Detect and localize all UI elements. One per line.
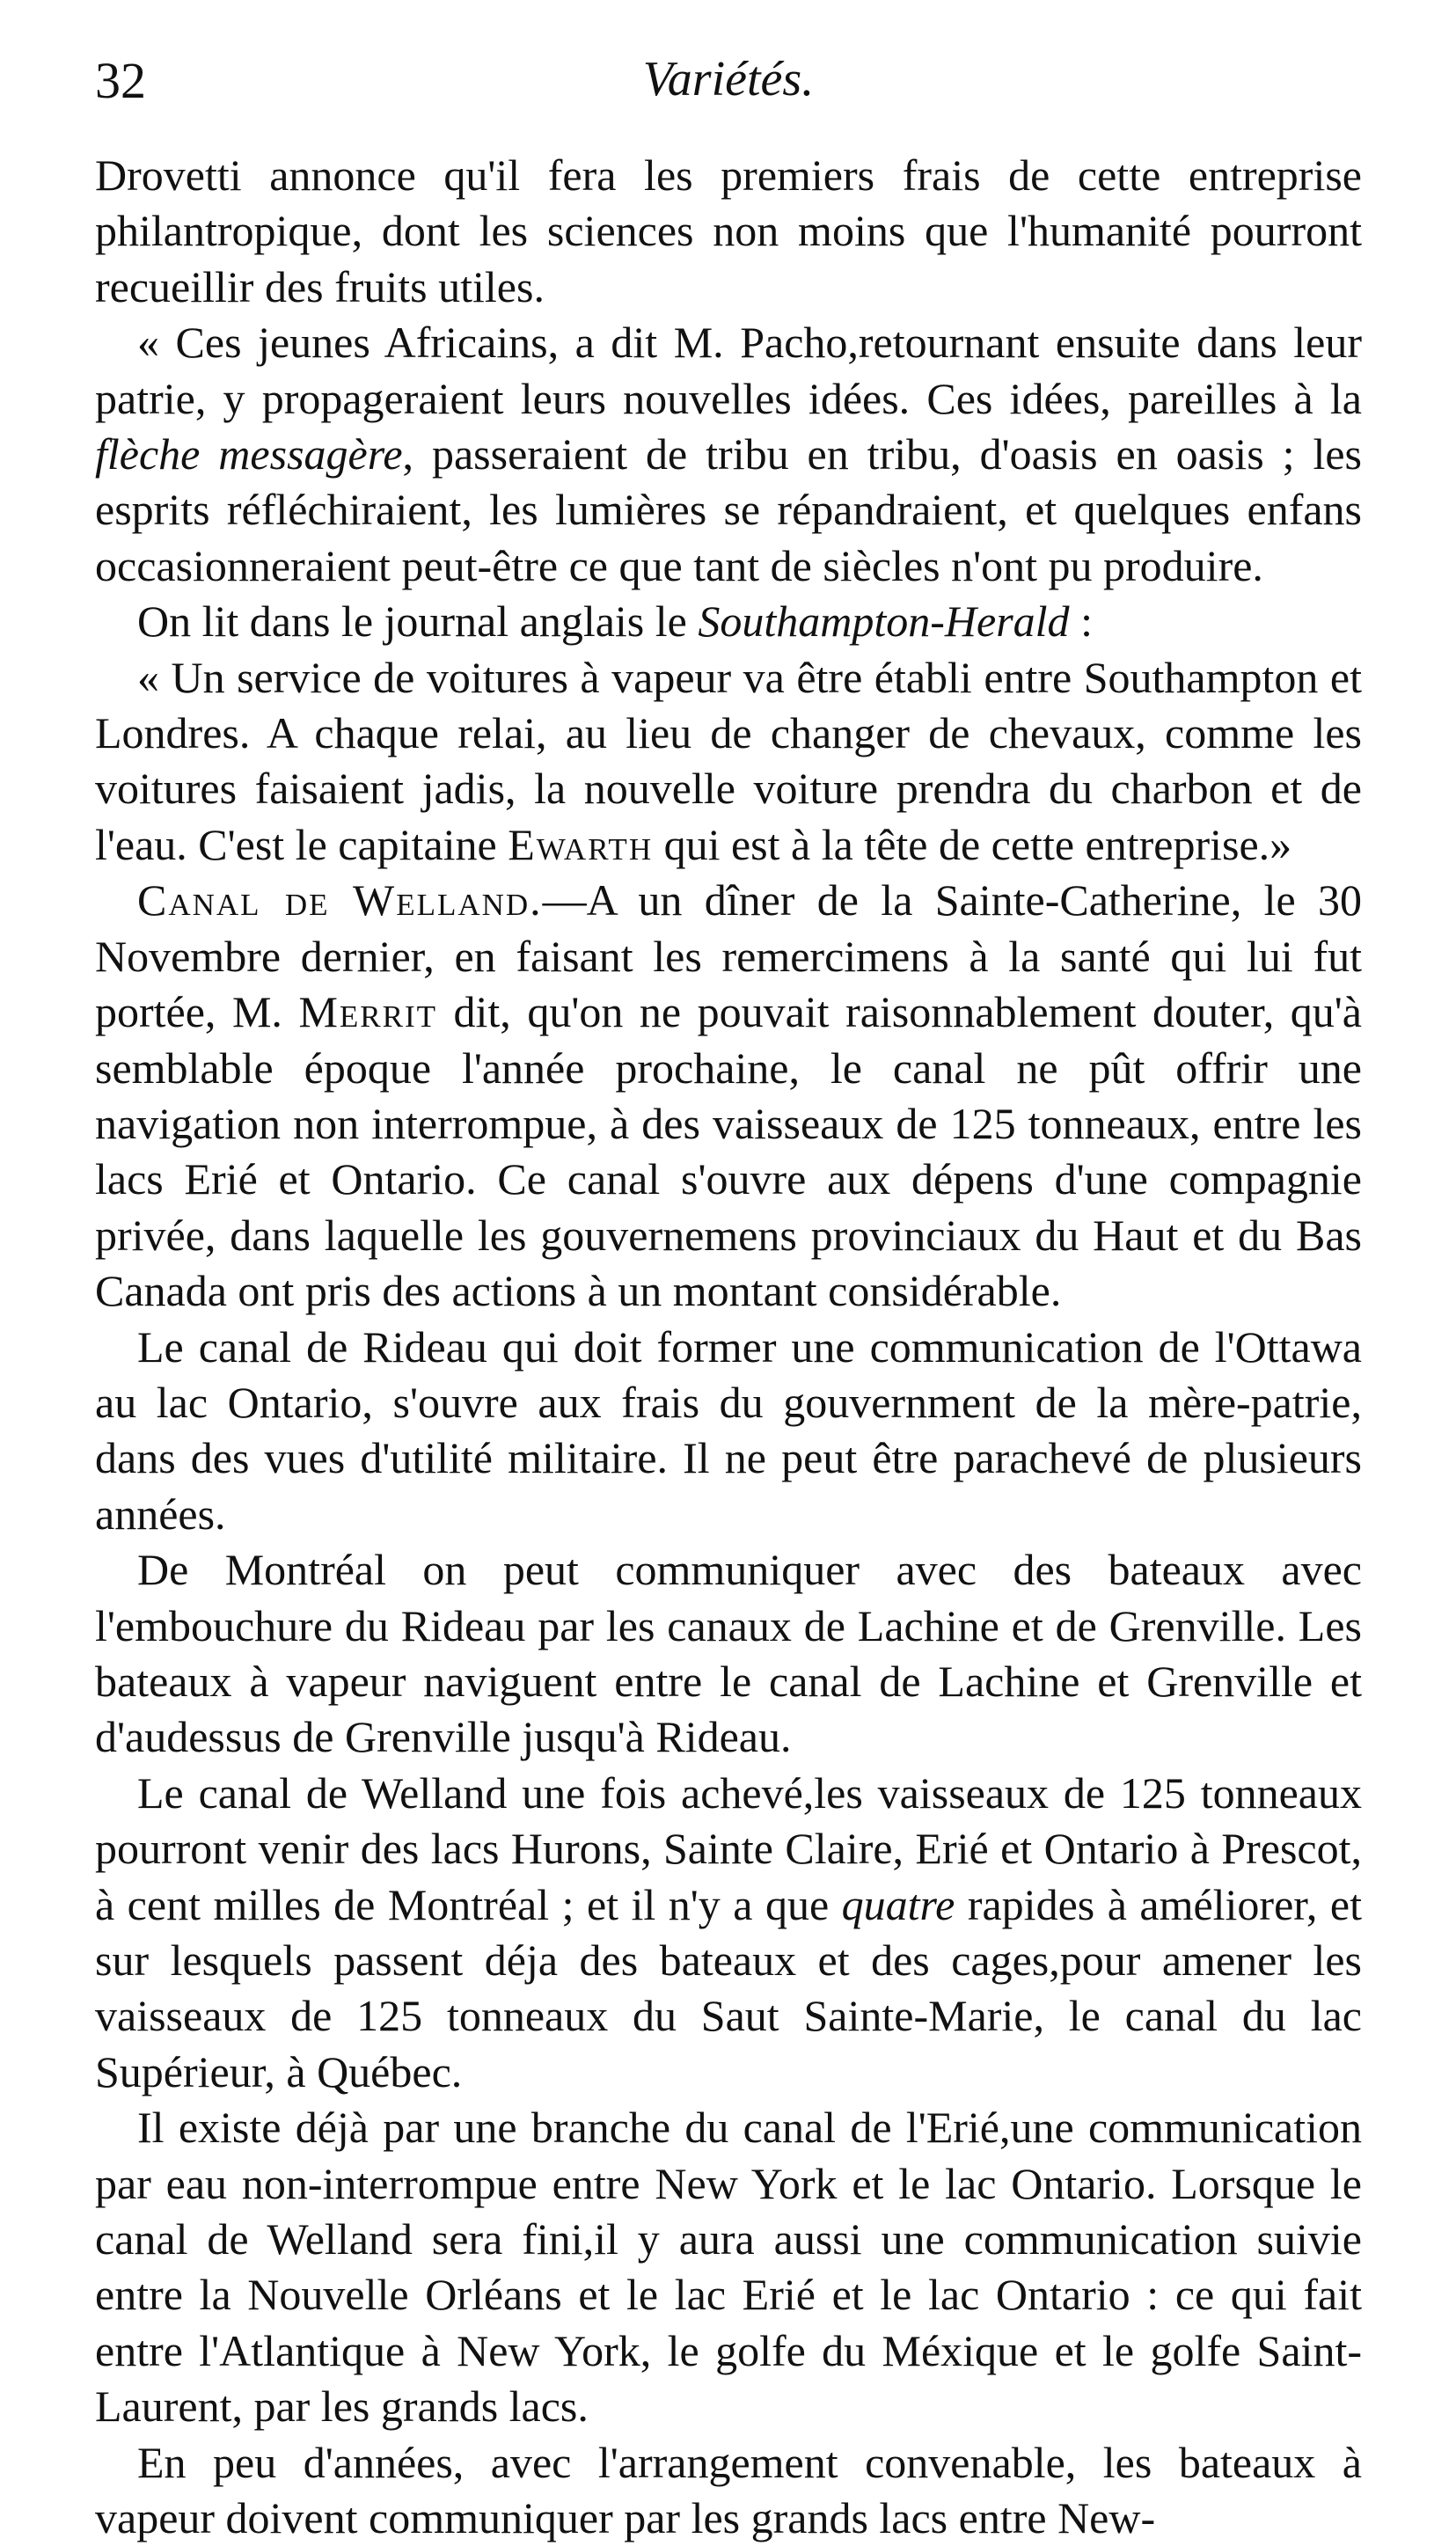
paragraph-8-italic: quatre	[841, 1879, 955, 1929]
body-text	[95, 148, 1362, 2546]
paragraph-2-text-a: « Ces jeunes Africains, a dit M. Pacho,retournant ensuite dans leur patrie, y propageraient leurs nouvelles idées. Ces idées, pareilles à la	[95, 318, 1362, 423]
paragraph-5-text-a: —A un dîner de la Sainte-Catherine, le 30 Novembre dernier, en faisant les remercimens à la santé qui lui fut portée, M.	[95, 875, 1362, 1037]
paragraph-7: De Montréal on peut communiquer avec des bateaux avec l'embouchure du Rideau par les canaux de Lachine et de Grenville. Les bateaux à vapeur naviguent entre le canal de Lachine et Grenville et d'audessus de Grenville jusqu'à Rideau.	[95, 1545, 1362, 1762]
paragraph-1: Drovetti annonce qu'il fera les premiers frais de cette entreprise philantropique, dont les sciences non moins que l'humanité pourront recueillir des fruits utiles.	[95, 150, 1362, 311]
section-heading-welland: Canal de Welland.	[137, 875, 543, 925]
paragraph-3	[95, 594, 1362, 649]
paragraph-5	[95, 873, 1362, 1319]
paragraph-9: Il existe déjà par une branche du canal de l'Erié,une communication par eau non-interrompue entre New York et le lac Ontario. Lorsque le canal de Welland sera fini,il y aura aussi une communication suivie entre la Nouvelle Orléans et le lac Erié et le lac Ontario : ce qui fait entre l'Atlantique à New York, le golfe du Méxique et le golfe Saint-Laurent, par les grands lacs.	[95, 2103, 1362, 2432]
paragraph-8-text-b: rapides à améliorer, et sur lesquels passent déja des bateaux et des cages,pour amener les vaisseaux de 125 tonneaux du Saut Sainte-Marie, le canal du lac Supérieur, à Québec.	[95, 1879, 1362, 2096]
paragraph-8	[95, 1766, 1362, 2100]
paragraph-10: En peu d'années, avec l'arrangement convenable, les bateaux à vapeur doivent communiquer par les grands lacs entre New-	[95, 2437, 1362, 2543]
paragraph-5-text-b: dit, qu'on ne pouvait raisonnablement douter, qu'à semblable époque l'année prochaine, le canal ne pût offrir une navigation non interrompue, à des vaisseaux de 125 tonneaux, entre les lacs Erié et Ontario. Ce canal s'ouvre aux dépens d'une compagnie privée, dans laquelle les gouvernemens provinciaux du Haut et du Bas Canada ont pris des actions à un montant considérable.	[95, 987, 1362, 1316]
page-number: 32	[95, 52, 146, 109]
paragraph-4-text-b: qui est à la tête de cette entreprise.»	[653, 819, 1292, 869]
paragraph-2	[95, 315, 1362, 594]
captain-name: Ewarth	[508, 819, 654, 869]
page-header	[95, 51, 1362, 113]
merrit-name: Merrit	[298, 987, 437, 1037]
paragraph-8-text-a: Le canal de Welland une fois achevé,les vaisseaux de 125 tonneaux pourront venir des lacs Hurons, Sainte Claire, Erié et Ontario à Prescot, à cent milles de Montréal ; et il n'y a que	[95, 1767, 1362, 1929]
paragraph-3-text-a: On lit dans le journal anglais le	[137, 596, 699, 647]
paragraph-4-text-a: « Un service de voitures à vapeur va être établi entre Southampton et Londres. A chaque relai, au lieu de changer de chevaux, comme les voitures faisaient jadis, la nouvelle voiture prendra du charbon et de l'eau. C'est le capitaine	[95, 652, 1362, 869]
paragraph-6: Le canal de Rideau qui doit former une communication de l'Ottawa au lac Ontario, s'ouvre aux frais du gouvernment de la mère-patrie, dans des vues d'utilité militaire. Il ne peut être parachevé de plusieurs années.	[95, 1321, 1362, 1539]
running-title: Variétés.	[642, 52, 815, 106]
paragraph-2-text-b: , passeraient de tribu en tribu, d'oasis en oasis ; les esprits réfléchiraient, les lumières se répandraient, et quelques enfans occasionneraient peut-être ce que tant de siècles n'ont pu produire.	[95, 429, 1362, 590]
paragraph-3-text-b: :	[1069, 596, 1093, 647]
newspaper-title: Southampton-Herald	[698, 596, 1070, 647]
paragraph-4	[95, 650, 1362, 874]
paragraph-2-italic: flèche messagère	[95, 429, 403, 479]
